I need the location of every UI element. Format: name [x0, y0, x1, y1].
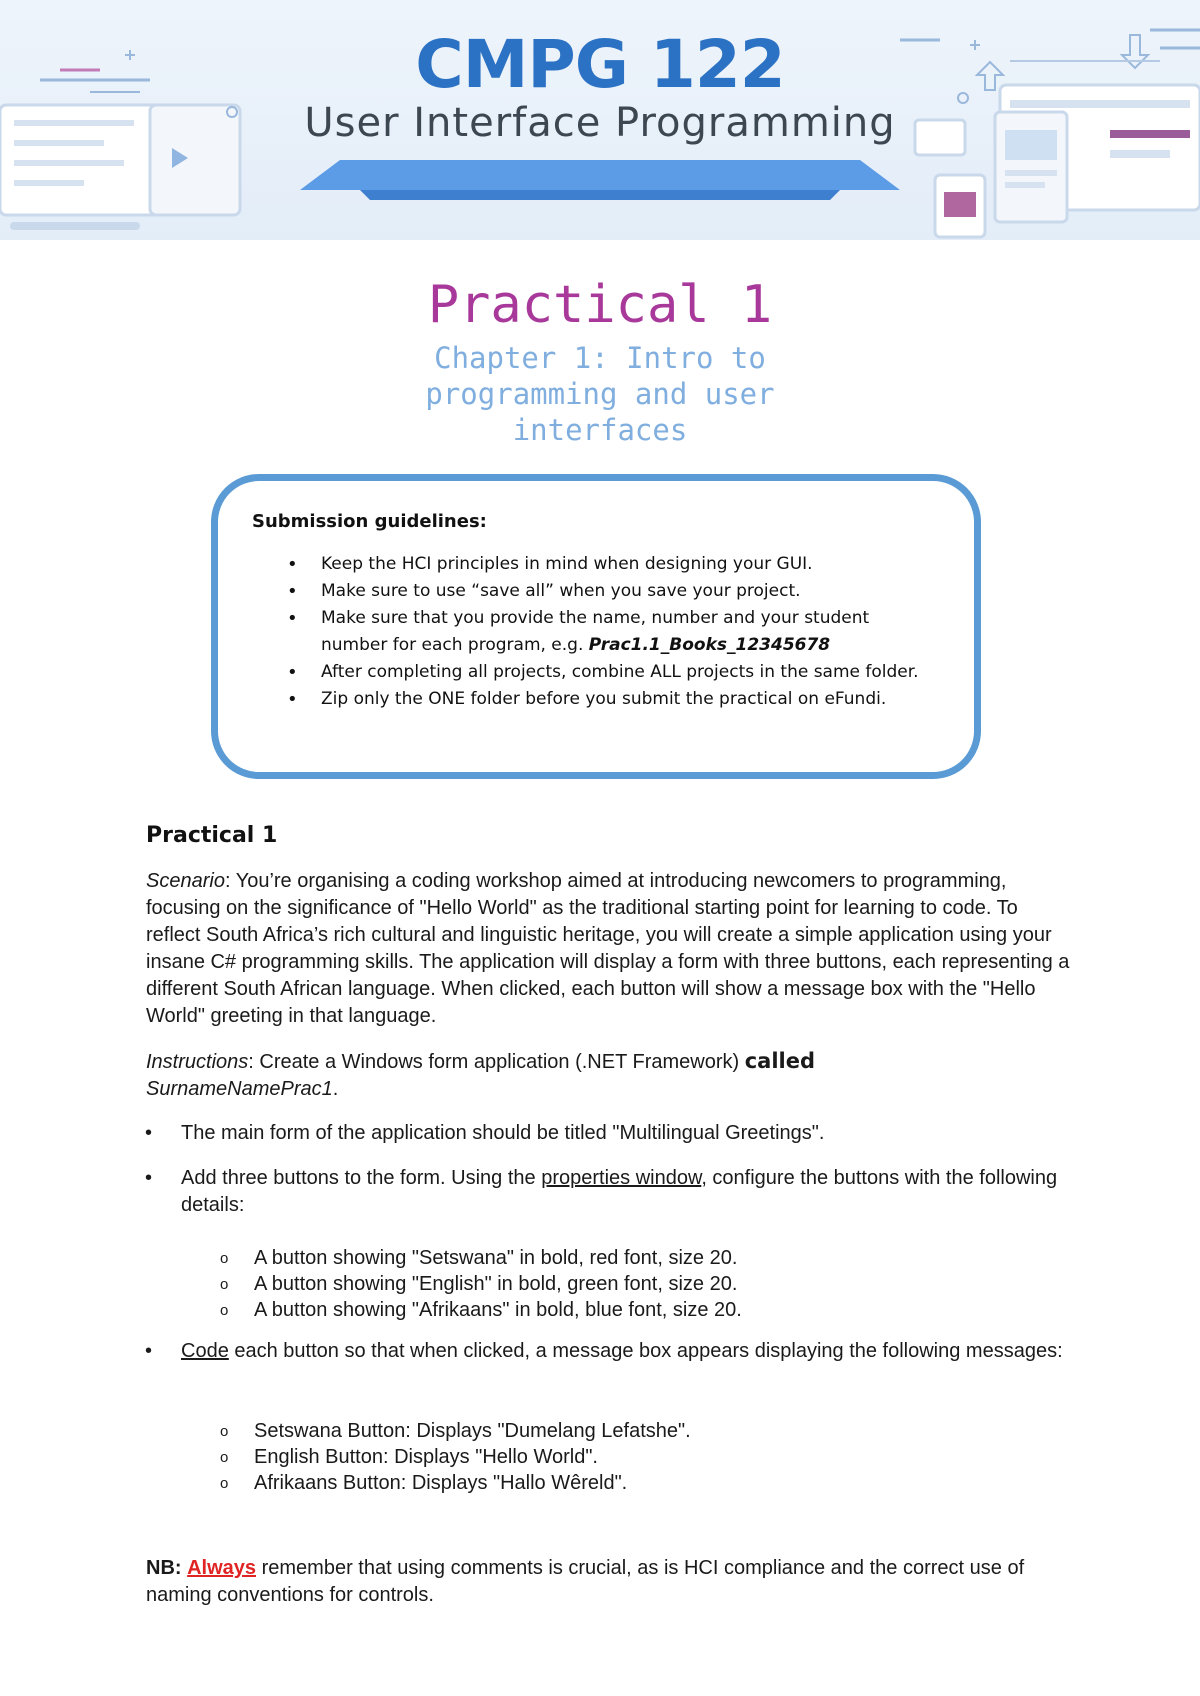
button-spec-item: o A button showing "Afrikaans" in bold, blue font, size 20. — [220, 1299, 742, 1321]
instruction-bullet: • Code each button so that when clicked, a message box appears displaying the following messages: — [145, 1340, 1063, 1362]
instruction-bullet: • The main form of the application should be titled "Multilingual Greetings". — [145, 1122, 825, 1144]
guideline-item: • Keep the HCI principles in mind when designing your GUI. — [252, 551, 932, 578]
project-name: SurnameNamePrac1 — [146, 1078, 333, 1100]
called-word: called — [744, 1049, 816, 1073]
practical-heading: Practical 1 — [146, 823, 278, 848]
guidelines-list — [252, 551, 932, 713]
button-spec-item: o A button showing "English" in bold, green font, size 20. — [220, 1273, 738, 1295]
instructions-label: Instructions — [146, 1051, 249, 1073]
instruction-bullet: • Add three buttons to the form. Using the properties window, configure the buttons with the following details: — [145, 1167, 1058, 1216]
guideline-item: • Zip only the ONE folder before you submit the practical on eFundi. — [252, 686, 932, 713]
practical-title: Practical 1 — [427, 275, 773, 335]
course-banner — [0, 0, 1200, 240]
button-spec-item: o A button showing "Setswana" in bold, red font, size 20. — [220, 1247, 738, 1269]
example-filename: Prac1.1_Books_12345678 — [588, 635, 831, 655]
instructions-paragraph: Instructions: Create a Windows form application (.NET Framework) called SurnameNamePrac1. — [146, 1049, 816, 1100]
message-item: o Setswana Button: Displays "Dumelang Lefatshe". — [220, 1420, 691, 1442]
scenario-label: Scenario — [146, 870, 225, 892]
code-link: Code — [181, 1340, 229, 1362]
guidelines-heading: Submission guidelines: — [252, 511, 487, 532]
message-item: o Afrikaans Button: Displays "Hallo Wêreld". — [220, 1472, 628, 1494]
guideline-item: • Make sure that you provide the name, number and your student number for each program, e.g. Prac1.1_Books_12345678 — [252, 605, 932, 659]
message-item: o English Button: Displays "Hello World". — [220, 1446, 598, 1468]
chapter-subtitle: Chapter 1: Intro to programming and user interfaces — [425, 341, 775, 447]
scenario-paragraph: Scenario: You’re organising a coding workshop aimed at introducing newcomers to programming, focusing on the significance of "Hello World" as the traditional starting point for learning to code. To reflect South Africa’s rich cultural and linguistic heritage, you will create a simple application using your insane C# programming skills. The application will display a form with three buttons, each representing a different South African language. When clicked, each button will show a message box with the "Hello World" greeting in that language. — [146, 870, 1070, 1027]
submission-guidelines-box — [211, 474, 981, 779]
guideline-item: • Make sure to use “save all” when you save your project. — [252, 578, 932, 605]
course-name: User Interface Programming — [304, 100, 896, 146]
nb-label: NB: — [146, 1557, 182, 1579]
properties-window-link: properties window — [541, 1167, 702, 1189]
always-emphasis: Always — [187, 1557, 257, 1579]
guideline-item: • After completing all projects, combine ALL projects in the same folder. — [252, 659, 932, 686]
course-code: CMPG 122 — [415, 26, 785, 103]
nb-note: NB: Always remember that using comments is crucial, as is HCI compliance and the correct use of naming conventions for controls. — [146, 1557, 1025, 1606]
